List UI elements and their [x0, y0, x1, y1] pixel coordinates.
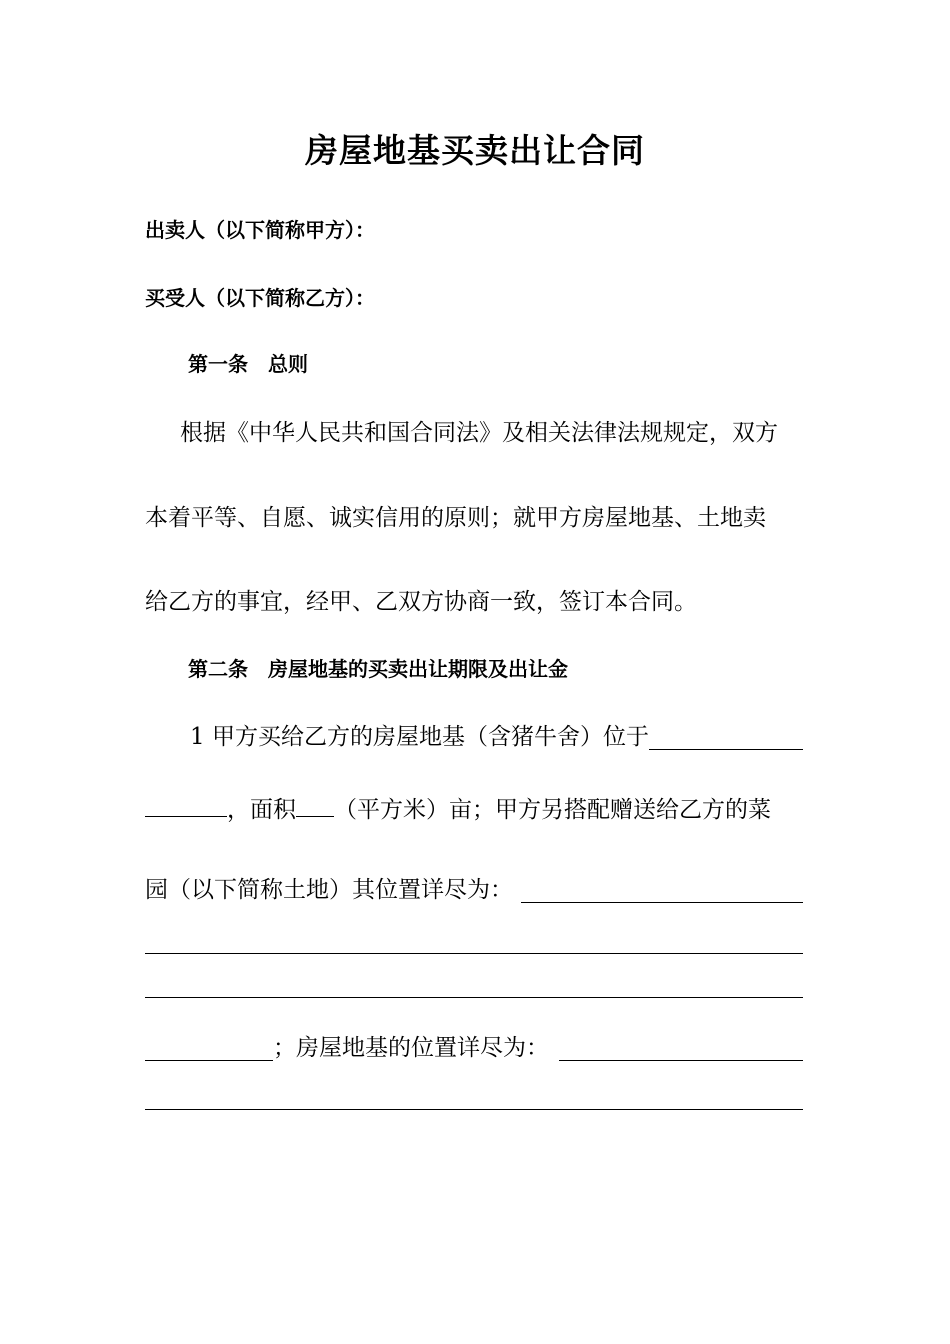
garden-location-blank-line-2[interactable] [145, 953, 803, 954]
buyer-label: 买受人（以下简称乙方）： [145, 286, 375, 310]
location-blank[interactable] [649, 723, 803, 750]
article-1-line-3: 给乙方的事宜，经甲、乙双方协商一致，签订本合同。 [145, 589, 697, 615]
area-blank[interactable] [296, 790, 334, 817]
garden-location-blank-end[interactable] [145, 1034, 273, 1061]
location-blank-continued[interactable] [145, 790, 227, 817]
garden-text: 园（以下简称土地）其位置详尽为： [145, 877, 513, 903]
house-location-blank-line-2[interactable] [145, 1109, 803, 1110]
article-1-line-1: 根据《中华人民共和国合同法》及相关法律法规规定，双方 [180, 420, 778, 446]
article-2-heading: 第二条 房屋地基的买卖出让期限及出让金 [188, 657, 568, 681]
house-location-line [145, 1031, 803, 1065]
item-1-prefix: 1 甲方买给乙方的房屋地基（含猪牛舍）位于 [190, 724, 649, 750]
garden-location-blank[interactable] [521, 876, 803, 903]
garden-line [145, 873, 803, 907]
area-line [145, 790, 803, 827]
document-title: 房屋地基买卖出让合同 [305, 131, 645, 170]
article-1-line-2: 本着平等、自愿、诚实信用的原则；就甲方房屋地基、土地卖 [145, 505, 766, 531]
house-text: ；房屋地基的位置详尽为： [273, 1035, 549, 1061]
article-1-heading: 第一条 总则 [188, 352, 308, 376]
area-text-1: ，面积 [227, 797, 296, 823]
garden-location-blank-line-3[interactable] [145, 997, 803, 998]
seller-label: 出卖人（以下简称甲方）： [145, 218, 375, 242]
area-text-2: （平方米）亩；甲方另搭配赠送给乙方的菜 [334, 797, 771, 823]
house-location-blank[interactable] [559, 1034, 803, 1061]
location-line [190, 720, 803, 754]
